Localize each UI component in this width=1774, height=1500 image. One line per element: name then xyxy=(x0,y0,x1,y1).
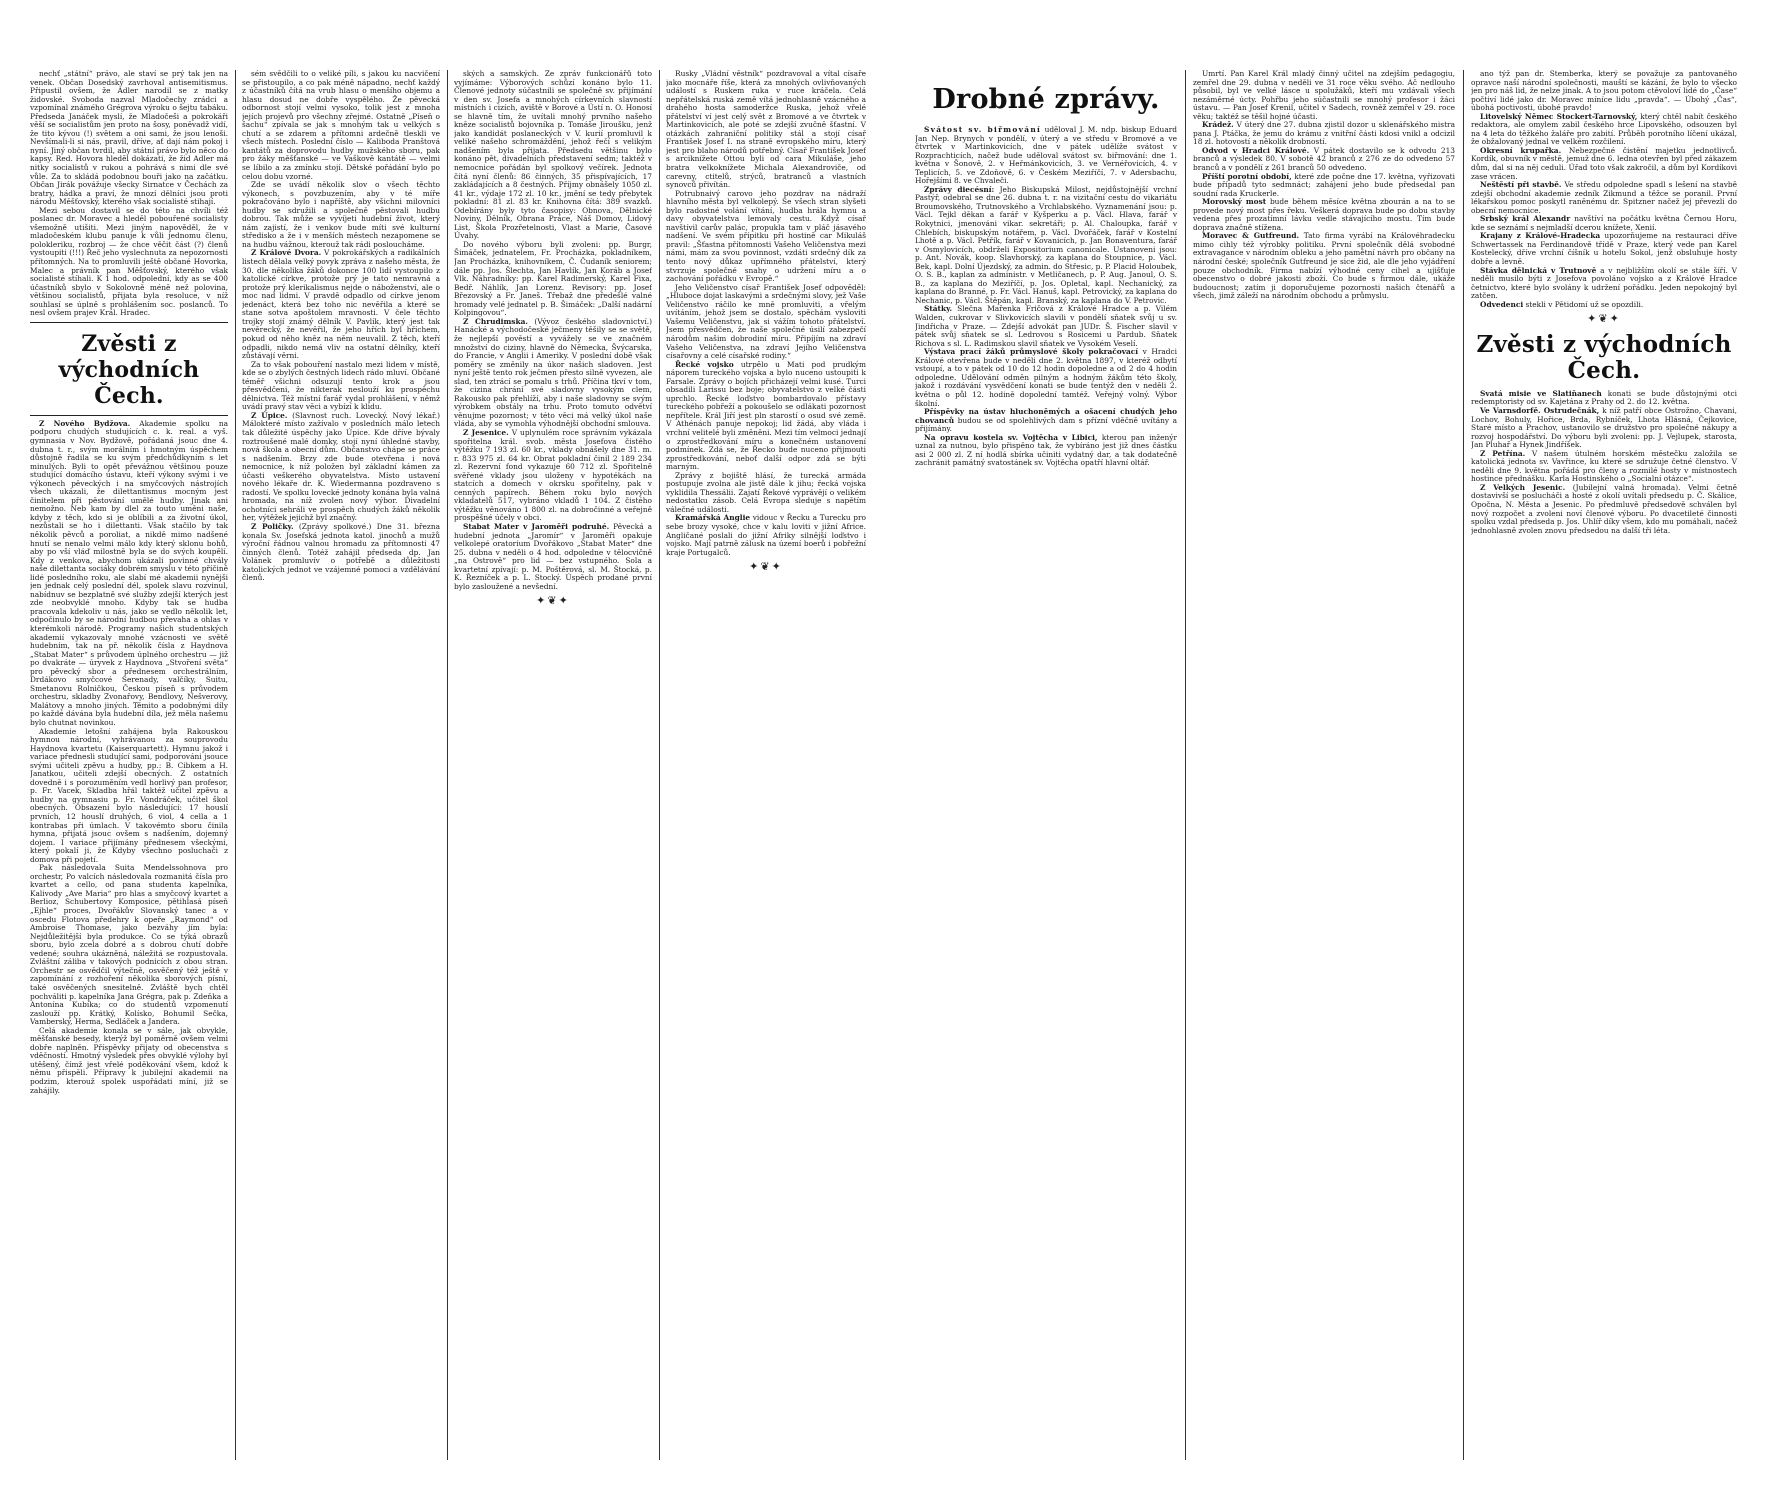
article-paragraph xyxy=(1193,147,1455,173)
paragraph-text: Tato firma vyrábí na Královéhradecku mimo cihly též výrobky politiku. První společník dělá svobodné extravagance v národním obleku a jeho pamětní návrh pro občany na národní české; společník Gutfreund je sice žid, ale dle jeho vyjádření pouze obchodník. Firma nabízí výhodné ceny cihel a ujišťuje obecenstvo o dobré jakosti zboží. Co bude s firmou dále, ukáže budoucnost; zatím ji doporučujeme pozornosti našich čtenářů a všech, jimž záleží na národním obchodu a průmyslu. xyxy=(1193,231,1455,301)
article-paragraph: Za to však pobouření nastalo mezi lidem v místě, kde se o zbylých čestných lidech rádo mluví. Občané téměř všichni odsuzují tento krok a jsou přesvědčeni, že nikterak neslouží ku prospěchu dělnictva. Též místní farář vydal prohlášení, v němž uvádí pravý stav věci a vybízí k klidu. xyxy=(242,359,440,412)
article-paragraph xyxy=(1471,390,1737,407)
paragraph-lead: Z Úpice. xyxy=(251,410,288,420)
paragraph-lead: Příští porotní období, xyxy=(1202,171,1292,181)
paragraph-lead: Kramářská Anglie xyxy=(675,513,751,523)
article-paragraph xyxy=(454,318,652,429)
paragraph-text: (Jubilejní valná hromada). Velmi četně dostavivší se poslucháči a hosté z okolí uvítali předsedu p. Č. Skálice, Opočna, N. Města a Jesenic. Po předmluvě předsedově schválen byl nový rozpočet a zvoleni noví členové výboru. Po dvacetileté činnosti spolku vzdal předseda p. Jos. Uhlíř díky všem, kdo mu pomáhali, načež jednohlasně zvolen znovu předsedou na další tři léta. xyxy=(1471,482,1737,535)
paragraph-text: V pátek dostavilo se k odvodu 213 branců a výsledek 80. V sobotě 42 branců z 276 ze do odvedeno 57 branců a v pondělí z 261 branců 50 odvedeno. xyxy=(1193,145,1455,173)
paragraph-text: bude během měsíce května zbourán a na to se provede nový most přes řeku. Veškerá doprava bude po dobu stavby vedena přes prozatímní lávku vedle stávajícího mostu. Tím bude doprava značně stížena. xyxy=(1193,197,1455,232)
paragraph-lead: Neštěstí při stavbě. xyxy=(1480,180,1562,190)
article-paragraph xyxy=(1471,113,1737,147)
paragraph-lead: Výstava prací žáků průmyslové školy pokračovací xyxy=(924,347,1139,357)
column-rule xyxy=(1185,70,1186,1460)
paragraph-text: které zde počne dne 17. května, vyřizovati bude případů tyto sedmnáct; zahájení jeho bude předsedal pan soudní rada Kruckerle. xyxy=(1193,171,1455,198)
article-paragraph xyxy=(454,523,652,591)
left-column-4 xyxy=(666,70,866,1460)
paragraph-text: Ve středu odpoledne spadl s lešení na stavbě zdejší obchodní akademie zedník Zikmund a těžce se poranil. První lékařskou pomoc poskytl raněnému dr. Spitzner načež jej převezli do obecní nemocnice. xyxy=(1471,180,1737,215)
paragraph-text: V úterý dne 27. dubna zjistil dozor u sklenářského mistra pana J. Ptáčka, že jemu do krámu z vnitřní části kdosi vnikl a odcizil 18 zl. hotovostí a několik drobností. xyxy=(1193,120,1455,147)
article-paragraph xyxy=(915,408,1177,434)
article-paragraph xyxy=(242,249,440,360)
paragraph-text: vidouc v Řecku a Turecku pro sebe brozy vysoké, chce v kalu loviti v jižní Africe. Angličané poslali do jižní Afriky silnější loďstvo i vojsko. Mají patrně zálusk na území boerů i pobřežní kraje Portugalců. xyxy=(666,513,866,557)
left-page xyxy=(30,70,870,1460)
paragraph-text: stekli v Pětidomí už se opozdili. xyxy=(1525,299,1644,309)
paragraph-lead: Z Chrudimska. xyxy=(463,316,528,326)
paragraph-text: Jeho Biskupská Milost, nejdůstojnější vrchní Pastýř, odebral se dne 26. dubna t. r. na vizitační cestu do vikariátu Broumovského, Trutnovského a Vrchlabského. Vyznamenání jsou: p. Václ. Tejkl děkan a farář v Kyšperku a p. Václ. Hlava, farář v Rokytnici, jmenováni vikar. sekretáři; p. Al. Chaloupka, farář v Chlebích, biskupským notářem, p. Václ. Dvořáček, farář v Kostelní Lhotě a p. Václ. Petřík, farář v Kovanicích, p. Jan Bonaventura, farář v Osmylovicích, obdrželi Expositorium canonicale. Ustanoveni jsou: p. Ant. Novák, koop. Slavhorský, za kaplana do Stoupnice, p. Václ. Bek, kapl. Dolní Újezdský, za admin. do Střesic, p. P. Placid Holoubek, O. S. B., kaplan za administr. v Metličanech, p. P. Aug. Janoul, O. S. B., za kaplana do Meziříčí, p. Jos. Opletal, kapl. Nechanický, za kaplana do Branné, p. Fr. Václ. Hanuš, kapl. Petrovický, za kaplana do Nechanic, p. Václ. Štěpán, kapl. Branský, za kaplana do V. Petrovic. xyxy=(915,184,1177,305)
article-paragraph xyxy=(1471,147,1737,181)
paragraph-lead: Morovský most xyxy=(1202,197,1267,207)
article-paragraph xyxy=(1471,407,1737,450)
article-paragraph: Pak následovala Suita Mendelssohnova pro orchestr, Po valcích následovala rozmanitá čísla pro kvartet a cello, od pana studenta kapelníka, Kalivody „Ave Maria“ pro hlas a smyčcový kvartet a Berlioz, Schubertovy Komposice, pětihlasá píseň „Ejhle“ proces, Dvořákův Slovanský tanec a v oscedu Flotova předehry k opeře „Raymond“ od Ambroise Thomase, jako bezváhy jím byla: Nejdůležitější byla produkce. Co se týká obrazů sboru, bylo zcela dobré a s dobrou chutí dobře vedené; souhra ukázněná, náležitá se rozpustovala. Zvláštní záliba v takových podnicích z obou stran. Orchestr se osvědčil výtečně, osvěčený též ještě v zapomínání z rozhoření několika sborových písní, také osvěčených snesitelně. Zvláště bych chtěl pochváliti p. kapelníka Jana Grégra, pak p. Zdeňka a Antonína Kubíka; co do studentů vzpomenutí zaslouží pp. Krátký, Kolísko, Bohumil Sečka, Vamberský, Herma, Sedláček a Jandera. xyxy=(30,863,228,1027)
paragraph-lead: Stávka dělnická v Trutnově xyxy=(1480,265,1597,275)
article-paragraph xyxy=(1471,484,1737,535)
left-column-3 xyxy=(454,70,652,1460)
article-paragraph xyxy=(666,514,866,557)
article-paragraph: Mezi sebou dostavil se do této na chvíli též poslanec dr. Moravec a hleděl pobouřené socialisty všemožně utišiti. Mezi jiným napověděl, že v mladočeském klubu panuje k vůli jednomu členu, polokleriku, rozbroj — že chce věčit část (?) členů vystoupiti (!!!) Řeč jeho vyslechnuta za nepozornosti přítomných. Na to promluvili ještě občané Hovorka, Malec a právník pan Měšťovský, kterého však socialisté stíhali. K 1 hod. odpolední, kdy as se 400 účastníků sbylo v Sokolovně méně než polovina, většinou socialistů, přijata byla resoluce, v níž souhlasí se úplně s prohlášením soc. poslanců. To nesl ovšem prajev Král. Hradec. xyxy=(30,205,228,318)
paragraph-lead: Z Poličky. xyxy=(251,521,294,531)
paragraph-text: utrpělo u Mati pod prudkým náporem tureckého vojska a bylo nuceno ustoupiti k Farsale. Zprávy o bojích přicházejí velmi kusé. Turci obsadili Larissu bez boje; obyvatelstvo z velké části uprchlo. Řecké loďstvo bombardovalo přístavy tureckého pobřeží a pokoušelo se odlákati pozornost nepřítele. Král Jiří jest pln starostí o osud své země. V Athénách panuje nepokoj; lid žádá, aby vláda i vrchní velitelé byli změněni. Mezi tím velmoci jednají o zprostředkování míru a konečném ustanovení podmínek. Zdá se, že Řecko bude nuceno přijmouti zprostředkování, neboť další odpor zdá se býti marným. xyxy=(666,359,866,472)
column-rule xyxy=(447,70,448,1460)
paragraph-lead: Svatá misie ve Slatiňanech xyxy=(1480,388,1602,398)
ornament-divider: ✦❦✦ xyxy=(1587,312,1621,326)
article-paragraph: Celá akademie konala se v sále, jak obvykle, měšťanské besedy, kterýž byl poměrně ovšem velmi dobře naplněn. Příspěvky přijaty od obecenstva s vděčností. Hmotný výsledek přes obvyklé výlohy byl utěšený, čímž jest vřelé poděkování všem, kdož k němu přispěli. Přípravy k jubilejní akademii na podzim, kterouž spolek uspořádati míní, již se zahájily. xyxy=(30,1025,228,1095)
left-column-2 xyxy=(242,70,440,1460)
paragraph-text: a v nejbližším okolí se stále šíří. V neděli musilo býti z Josefova povoláno vojsko a z Králové Hradce četnictvo, které bylo svolány k udržení pořádku. Jeden nepokojný byl zatčen. xyxy=(1471,265,1737,301)
article-paragraph xyxy=(915,434,1177,468)
paragraph-lead: Svátost sv. biřmování xyxy=(924,125,1042,134)
left-column-1 xyxy=(30,70,228,1460)
paragraph-lead: Řecké vojsko xyxy=(675,359,734,369)
right-column-2 xyxy=(1193,70,1455,1460)
article-paragraph: Úmrtí. Pan Karel Král mladý činný učitel na zdejším pedagogiu, zemřel dne 29. dubna v neděli ve 31 roce věku svého. Ač nedlouho působil, byl ve velké lásce u spolužáků, kteří mu vzdávali všech nezáměrné úcty. Pohřbu jeho súčastnili se mnohý profesor i žáci ústavu. — Pan Josef Krenil, učitel v Sadech, rovněž zemřel v 29. roce věku; taktéž se těšil hojné účasti. xyxy=(1193,70,1455,121)
column-rule xyxy=(659,70,660,1460)
paragraph-lead: Krajany z Králové-Hradecka xyxy=(1480,231,1601,241)
paragraph-lead: Z Nového Bydžova. xyxy=(39,418,131,428)
paragraph-text: Pěvecká a hudební jednota „Jaromír“ v Jaroměři opakuje velkolepé oratorium Dvořákovo „Stabat Mater“ dne 25. dubna v neděli o 4 hod. odpoledne v tělocvičně „na Ostrově“ pro lid — bez vstupného. Sola a kvartetní zpívají: p. M. Poštěrová, sl. M. Štocká, p. K. Řezníček a p. L. Stocký. Úspěch prodané první bylo zasloužené a nevšední. xyxy=(454,521,652,591)
paragraph-lead: Stabat Mater v Jaroměři podruhé. xyxy=(463,521,610,531)
paragraph-lead: Z Králové Dvora. xyxy=(251,248,322,258)
column-rule xyxy=(1463,70,1464,1460)
article-paragraph: Akademie letošní zahájena byla Rakouskou hymnou národní, vyhrávanou za souprovodu Haydnova kvartetu (Kaiserquartett). Hymnu jakož i variace přednesli studující sami, podporováni jsouce svými učiteli zpěvu a hudby, pp.: B. Cibkem a H. Janatkou, učiteli zdejší obecných. Z ostatních dovedně i s porozuměním vedl horlivý pan profesor, p. Fr. Vacek, Skladba hřál taktéž učitel zpěvu a hudby na gymnasiu p. Fr. Vondráček, učitel škol obecných. Obsazení bylo následující: 17 houslí prvních, 12 houslí druhých, 6 viol, 4 cella a 1 kontrabas při úmlach. V takovémto sboru činila hymna, přijatá jsouc ovšem s nadšením, dojemný dojem. I variace přijímány přednesem všeckými, který pokalí ji, že Kdyby všechno posluchači z domova při pojetí. xyxy=(30,726,228,864)
paragraph-lead: Odvedenci xyxy=(1480,299,1524,309)
paragraph-lead: Z Velkých Jesenic. xyxy=(1480,482,1566,492)
paragraph-lead: Z Jesenice. xyxy=(463,427,509,437)
article-paragraph xyxy=(915,186,1177,306)
article-paragraph: ských a samských. Ze zpráv funkcionářů toto vyjímáme: Výborových schůzí konáno bylo 11. Členové jednoty súčastnili se společně sv. přijímání v den sv. Josefa a mnohých církevních slavností místních i cizích, aviště v Borové a Ústí n. O. Honosí se hlavně tím, že uvítali mnohý prvního našeho kněze socialistů bojovníka p. Tomáše Jiroušku, jenž jako kandidát poslaneckých v V. kurií promluvil k veliké našeho schromáždění, jehož řečí s velikým nadšením byla přijata. Předsedu většinu bylo konáno pět, divadelních představení sedm; taktéž v nemocnice pořádán byl spolkový večírek. Jednota čítá nyní členů: 86 činných, 35 přispívajících, 17 zakládajících a 8 čestných. Příjmy obnášely 1050 zl. 41 kr., výdaje 172 zl. 10 kr., jmění se tedy přebytek pokladní: 81 zl. 83 kr. Knihovna čítá: 389 svazků. Odebírány byly tyto časopisy: Obnova, Dělnické Noviny, Dělník, Obrana Práce, Náš Domov, Lidový List, Škola Prozřetelnosti, Vlast a Marie, Časové Úvahy. xyxy=(454,70,652,241)
paragraph-text: (Vývoz českého sladovnictví.) Hanácké a východočeské ječmeny těšily se se světě, že nejlepší pověstí a vyvážely se ve značném množství do ciziny, hlavně do Německa, Švýcarska, do Francie, v Anglii i Ameriky. V poslední době však poměry se změnily na úkor našich sladoven. Jest nyní ještě tento rok ječmen přesto silně vyvezen, ale slad, ten ztrácí se pomalu s trhů. Příčina tkví v tom, že cizina chrání své sladovny vysokým clem, Rakousko pak přehlíží, aby i naše sladovny se svým výrobkem obstály na trhu. Proto tomuto odvětví věnujme pozornost; v této věci má velký úkol naše vláda, aby se vymohla výhodnější obchodní smlouva. xyxy=(454,316,652,429)
ornament-divider: ✦❦✦ xyxy=(536,594,570,608)
article-paragraph xyxy=(666,361,866,472)
article-paragraph xyxy=(1471,267,1737,301)
article-paragraph: Rusky „Vládní věstník“ pozdravoval a vítal císaře jako mocnáře říše, která za mnohých ovlivňovaných událostí s Ruskem ruka v ruce kráčela. Celá nepřátelská ruská země vítá jednohlasně vzácného a drahého hosta samoderžce Ruska, jehož vřelé přátelství ví jest celý svět z Bromové a ve čtvrtek v Martinkovicích, ale poté se zdejší zvučně šťastní. V otázkách zahraniční politiky stál a stojí císař František Josef I. na straně evropského míru, který jest pro blaho národů potřebný. Císař František Josef s arciknížete Ottou byli od cara Mikuláše, jeho bratra velkoknížete Michala Alexandroviče, od carevny, ctitelů, strýců, bratranců a vlastních synovců přivítán. xyxy=(666,70,866,190)
paragraph-text: v Hradci Králové otevřena bude v neděli dne 2. května 1897, v kteréž odbytí vstoupí, a to v pátek od 10 do 12 hodin dopoledne a od 2 do 4 hodin odpoledne. Udělování odměn pilným a hodným žákům této školy, jakož i rozdávání vysvědčení konati se bude tentýž den v neděli 2. května o půl 12. hodině dopolední tamtéž. Veřejný volný. Výbor školní. xyxy=(915,347,1177,408)
article-paragraph xyxy=(1471,450,1737,484)
paragraph-lead: Státky. xyxy=(924,304,953,314)
paragraph-text: Slečna Mařenka Fričová z Králové Hradce a p. Vilém Walden, cukrovar v Slivkovicích slavili v pondělí sňatek svůj u sv. Jindřicha v Praze. — Zdejší advokát pan JUDr. Š. Fischer slavil v pátek svůj sňatek se sl. Ledrovou s Rosicemi u Pardub. Sňatek Richova s sl. L. Radimskou slavil sňatek ve Vysokém Veselí. xyxy=(915,304,1177,348)
paragraph-text: (Slavnost ruch. Lovecký. Nový lékař.) Málokteré místo zažívalo v posledních málo letech tak důležité úspěchy jako Úpice. Kde dříve bývaly roztroušené malé domky, stojí nyní úhledné stavby, nová škola a obecní dům. Občanstvo chápe se práce s nadšením. Brzy zde bude otevřena i nová nemocnice, k níž položen byl základní kámen za účasti veškerého obyvatelstva. Místo ustavení nového lékaře dr. K. Wiedermanna pozdraveno s radostí. Ve spolku lovecké jednoty konána byla valná hromada, na níž zvolen nový výbor. Divadelní ochotníci sehráli ve prospěch chudých žáků několik her, výtěžek jejichž byl značný. xyxy=(242,410,440,523)
paragraph-lead: Ve Varnsdorfě. Ostrudečnák, xyxy=(1480,405,1600,415)
article-paragraph: ano týž pan dr. Štemberka, který se považuje za pantovaného opravce naší národní společnosti, mauští se kázání, že bylo to všecko jen pro náš lid, že nelze jinak. A to jsou potom ctěvoloví lidé do „Čase“ počtiví lidé jako dr. Moravec míníce lidu „pravda“. — Úbohý „Čas“, úbohá poctivosti, úbohé pravdo! xyxy=(1471,70,1737,113)
article-paragraph xyxy=(1193,198,1455,232)
right-column-1 xyxy=(915,70,1177,1460)
paragraph-lead: Srbský král Alexandr xyxy=(1480,214,1571,224)
article-paragraph: Zde se uvádí několik slov o všech těchto výkonech, s povzbuzením, aby v té míře pokračováno bylo i napříště, aby všichni milovníci hudby se sdružili a společně pěstovali hudbu dobrou. Tak může se vyvíjeti hudební život, který nám zajistí, že i venkov bude míti své kulturní středisko a že i v menších městech nezapomene se na hudbu vážnou, kterouž tak rádi posloucháme. xyxy=(242,180,440,249)
article-paragraph xyxy=(242,412,440,523)
section-heading: Zvěsti z východních Čech. xyxy=(1476,330,1732,384)
article-paragraph xyxy=(915,348,1177,408)
paragraph-lead: Okresní krupařka. xyxy=(1480,145,1562,155)
paragraph-text: upozorňujeme na restauraci dříve Schwertassek na Ferdinandově třídě v Praze, který vede pan Karel Kostelecký, dříve vrchní číšník u hotelu Sokol, jenž obsluhuje hosty dobře a levně. xyxy=(1471,231,1737,267)
paragraph-lead: Odvod v Hradci Králové. xyxy=(1202,145,1310,155)
paragraph-lead: Příspěvky na ústav hluchoněmých a ošacení chudých jeho chovanců xyxy=(915,407,1177,425)
article-paragraph: Do nového výboru byli zvoleni: pp. Burgr, Šimáček, jednatelem, Fr. Procházka, pokladníkem, Jan Procházka, knihovníkem, Č. Čudaník seniorem; dále pp. Jos. Šlechta, Jan Havlík, Jan Koráb a Josef Vlk. Náhradníky: pp. Karel Radimerský, Karel Fixa, Bedř. Náhlík, Jan Lorenz. Revisory: pp. Josef Březovský a Fr. Janeš. Třebaž dne předešlé valné hromady velé jednatel p. B. Šimáček: „Další nadární Kolpingovou“. xyxy=(454,239,652,318)
article-paragraph xyxy=(915,305,1177,348)
right-page xyxy=(915,70,1740,1460)
paragraph-text: Nebezpečné čistění majetku jednotlivců. Kordík, obuvník v městě, jemuž dne 6. ledna otevřen byl před zákazem dům, dal si na něj ceduli. Úřad toto však zakročil, a dům byl Kordíkovi zase vrácen. xyxy=(1471,145,1737,181)
paragraph-text: kterou pan inženýr uznal za nutnou, bylo přispěno tak, že vybíráno jest již dnes částku asi 2 000 zl. Z ní hodlá sbírka učiniti vydatný dar, a tak dodatečně zachránit památný svatostánek sv. Vojtěcha opatří hlavní oltář. xyxy=(915,432,1177,468)
page-title: Drobné zprávy. xyxy=(932,84,1160,115)
article-paragraph xyxy=(915,126,1177,186)
paragraph-text: budou se od spolehlivých dam s přízní vděčně uvítány a přijímány. xyxy=(915,415,1177,434)
article-paragraph: Jeho Veličenstvo císař František Josef odpověděl: „Hluboce dojat laskavými a srdečnými slovy, jež Vaše Veličenstvo ráčilo ke mně promluviti, a vřelým uvítáním, jehož jsem se dostalo, spěchám vysloviti Vašemu Veličenstvu, jak si vážím tohoto přátelství. Jsem přesvědčen, že naše společné úsilí zabezpečí národům našim dobrodiní míru. Připíjím na zdraví Vašeho Veličenstva, na zdraví Jejího Veličenstva císařovny a celé císařské rodiny.“ xyxy=(666,282,866,361)
article-paragraph xyxy=(454,429,652,523)
paragraph-lead: Zprávy diecésní: xyxy=(924,184,995,194)
paragraph-text: navštíví na počátku května Černou Horu, kde se seznámí s nejmladší dcerou knížete, Xenií. xyxy=(1471,214,1737,232)
article-paragraph: nechť „státní“ právo, ale staví se prý tak jen na venek. Občan Dosedský zavrhoval antisemitismus. Připustil ovšem, že Adler narodil se z matky židovské. Svoboda nazval Mladočechy zrádci a vzpomínal známého Grégrova výroku o šejtu tabáku. Předseda Janáček myslí, že Mladočeši a pokrokáři věší se socialistům jen proto na šosy, poněvadž vidí, že tito kývou (!) světem a oni sami, že jsou lenoši. Nevšímali-li si nás, pravil, dříve, ať dají nám pokoj i nyní. Jiný občan tvrdil, aby státní právo bylo něco do kapsy. Red. Hovora hleděl dokázati, že žid Adler má nitky socialistů v rukou a pohrává s nimi dle své vůle. Za to skládá podobnou bouři jako na začátku. Občan Jirák povážuje všecky Sirnatce v Čechách za bratry, hádka a praví, že mnozí dělníci jsou proti národu Měšťovský, kterého však socialisté stihají. xyxy=(30,70,228,207)
paragraph-lead: Moravec & Gutfreund. xyxy=(1202,231,1300,241)
column-rule xyxy=(235,70,236,1460)
paragraph-text: V našem útulném horském městečku založila se katolická jednota sv. Vavřince, ku které se sdružuje četné členstvo. V neděli dne 9. května pořádá pro členy a rozmilé hosty v místnostech hostince přednášku. Karla Hostinského o „Socialní otázce“. xyxy=(1471,448,1737,484)
paragraph-text: který chtěl nabít českého redaktora, ale omylem zabil českého hrce Lipovského, odsouzen byl na 4 leta do těžkého žaláře pro zabití. Průběh porotního líčení ukázal, že obžalovaný jednal ve velkém rozčilení. xyxy=(1471,111,1737,147)
paragraph-text: V uplynulém roce správním vykázala spořitelna král. svob. města Josefova čistého výtěžku 7 193 zl. 60 kr., vklady obnášely dne 31. m. r. 833 975 zl. 64 kr. Obrat pokladní činil 2 189 234 zl. Rezervní fond vykazuje 60 712 zl. Spořitelně svěřené vklady jsou uloženy v hypotékách na statcích a domech v okrsku spořitelny, pak v cenných papírech. Během roku bylo nových vkladatelů 517, vybráno vkladů 1 104. Z čistého výtěžku věnováno 1 800 zl. na dobročinné a veřejně prospěšné účely v obci. xyxy=(454,427,652,523)
article-paragraph xyxy=(1471,301,1737,310)
paragraph-text: (Zprávy spolkové.) Dne 31. března konala Sv. Josefská jednota katol. jinochů a mužů výroční řádnou valnou hromadu za přítomnosti 47 činných členů. Totéž zahájil předseda dp. Jan Volánek promluvív o potřebě a důležitosti katolických jednot ve vzájemné pomoci a vzdělávání členů. xyxy=(242,521,440,583)
paragraph-lead: Krádež. xyxy=(1202,120,1234,130)
article-paragraph xyxy=(242,523,440,583)
section-heading: Zvěsti z východních Čech. xyxy=(58,330,200,409)
paragraph-text: V pokrokářských a radikálních listech dělala velký povyk zpráva z našeho města, že 30. dle několika žáků dokonce 100 lidí vystoupilo z katolické církve, protože prý je tato nemravná a protože prý klerikalismus nejde o náboženství, ale o moc nad lidmi. V pravdě odpadlo od církve jenom jedenáct, která bez toho nic nevěřila a které se stane sotva apoštolem mravnosti. V čele těchto trojky stojí známý dělník V. Pavlík, který jest tak nevěrecký, že nevěřil, že jeho hřích byl hříchem, pokud od něho kněz na něm neuvalil. Z těch, kteří odpadli, nikdo nemá vliv na ostatní dělníky, kteří zůstávají věrni. xyxy=(242,248,440,361)
right-column-3 xyxy=(1471,70,1737,1460)
article-paragraph xyxy=(1471,181,1737,215)
divider xyxy=(30,322,228,323)
article-paragraph xyxy=(1193,173,1455,199)
paragraph-lead: Na opravu kostela sv. Vojtěcha v Libici, xyxy=(924,432,1098,442)
article-paragraph xyxy=(1471,232,1737,266)
paragraph-text: k níž patří obce Ostrožno, Chavani, Lochov, Bohuly, Hořice, Brda, Rybníček, Lhota Hlásná, Čejkovice, Staré místo a Prachov, ustanovilo se družstvo pro společné nákupy a rozvoj hospodářství. Do výboru byli zvoleni: pp. J. Vejlupek, starosta, Jan Pluhař a Hynek Jindříšek. xyxy=(1471,405,1737,450)
divider xyxy=(30,415,228,416)
ornament-divider: ✦❦✦ xyxy=(749,560,783,574)
article-paragraph xyxy=(1193,232,1455,300)
paragraph-text: uděloval J. M. ndp. biskup Eduard Jan Nep. Brynych v pondělí, v úterý a ve středu v Bromové a ve čtvrtek v Martinkovicích, dne v pátek udělíže svátost v Rozprachticích, načež bude uděloval svátost sv. biřmování: dne 1. května v Šonově, 2. v Heřmánkovicích, 3. ve Vernéřovicích, 4. v Teplicích, 5. ve Zdoňově, 6. v Českém Meziříčí, 7. v Adersbachu, Hořejšími 8. ve Chvaleči. xyxy=(915,125,1177,186)
paragraph-text: konati se bude důstojnými otci redemptoristy od sv. Kajetána z Prahy od 2. do 12. května. xyxy=(1471,388,1737,407)
article-paragraph xyxy=(1471,215,1737,232)
article-paragraph: Zprávy z bojiště hlásí, že turecká armáda postupuje zvolna ale jistě dále k jihu; řecká vojska vyklidila Thessálii. Zajatí Řekové vyprávějí o velikém nedostatku zásob. Celá Evropa sleduje s napětím válečné události. xyxy=(666,470,866,514)
paragraph-lead: Litovelský Němec Stockert-Tarnovský, xyxy=(1480,111,1638,121)
paragraph-lead: Z Petřína. xyxy=(1480,448,1526,458)
article-paragraph: Potrubnaivý carovo jeho pozdrav na nádraží hlavního města byl velkolepý. Se všech stran slyšeti bylo radostné volání vítání, hudba hrála hymnu a davy obyvatelstva lemovaly cestu. Když císař navštívil carův palác, propukla tam v pláč jásavého nadšení. Ve svém přípitku při hostině car Mikuláš pravil: „Šťastna přítomnosti Vašeho Veličenstva mezi námi, mám za svou povinnost, vzdáti srdečný dík za tento nový důkaz upřímného přátelství, který stvrzuje společné snahy o udržení míru a o zachování pořádku v Evropě.“ xyxy=(666,188,866,284)
article-paragraph: sém svědčili to o veliké píli, s jakou ku nacvičení se přistoupilo, a co pak méně nápadno, nechť každý z účastníků čítá na vrub hlasu o menšího objemu a hlasu dosud ne dobře vyspělého. Že pěvecká odbornost stojí velmi vysoko, tolik jest z mnoha jejích projevů pro všechny zřejmé. Ostatně „Píseň o šachu“ zpívala se jak s mnohým tak u velkých s chutí a se zdarem a přítomni ardečně tleskli ve všech místech. Poslední číslo — Kaliboda Pranštová kantátů za doprovodu hudby mužského sboru, pak pro žáky měšťanské — ve Vaškově kantátě — velmi se líbilo a za zmínku stojí. Dětské pořádání bylo po celou dobu vzorné. xyxy=(242,70,440,181)
paragraph-text: Akademie spolku na podporu chudých studujících c. k. real. a vyš. gymnasia v Nov. Bydžově, pořádaná jsouc dne 4. dubna t. r., svým morálním i hmotným úspěchem důstojně řadila se ku svým předchůdkyním s let minulých. Byli to opět převážnou většinou pouze studující domácího ústavu, kteří výkony svými i ve výkonech pěveckých i na smyčcových nástrojích všech ukázali, že dilettantismus mocným jest činitelem při pěstování umělé hudby. Jinak ani nemožno. Neb kam by dlel za touto uměni naše, kdyby z těch, kdo si je oblíbili a za životní úkol, nezůstali se ho i dilettanti. Však stačilo by tak několik pěvců a poroliat, a nikdě mimo nadšené hnutí se nenalo velmi málo kdy který sklonu bohů, aby po vší vláď milostně byla se do svých koupělí. Kdy z venkova, abychom ukázali povinné chvály naše dilettanta sociáky dobrém smyslu v této příčině lidé posledního roku, ale slabí mé akademii nynějši jen jednak celý poslední dél, spolek slavu rozvinul, nabídnuv se bezplatně své služby zdejší kterých jest zde neobvyklé mnoho. Kdyby tak se hudba pracovala kdekoliv u nás, jako se vedlo několik let, odpočinulo by se národní hudbou převaha a ohlas v kterémkoli národě. Programy našich studentských akademií vykazovaly mnohé vzácnosti ve světě hudebním, tak na př. několik čísla z Haydnova „Stabat Mater“ s průvodem úplného orchestru — již po dvakráte — úryvek z Haydnova „Stvoření světa“ pro pěvecký sbor a přednesem orchestrálním, Drdákovo smyčcové Serenady, valčíky, Suitu, Smetanovu Rolničkou, Českou píseň s průvodem orchestru, skladby Zvonařovy, Bendlovy, Nešverovy, Malátovy a mnoho jiných. Těmito a podobnými díly po každé dávána byla hudební díla, jež měla našemu bylo chutnat novinkou. xyxy=(30,418,228,727)
article-paragraph xyxy=(30,420,228,728)
article-paragraph xyxy=(1193,121,1455,147)
